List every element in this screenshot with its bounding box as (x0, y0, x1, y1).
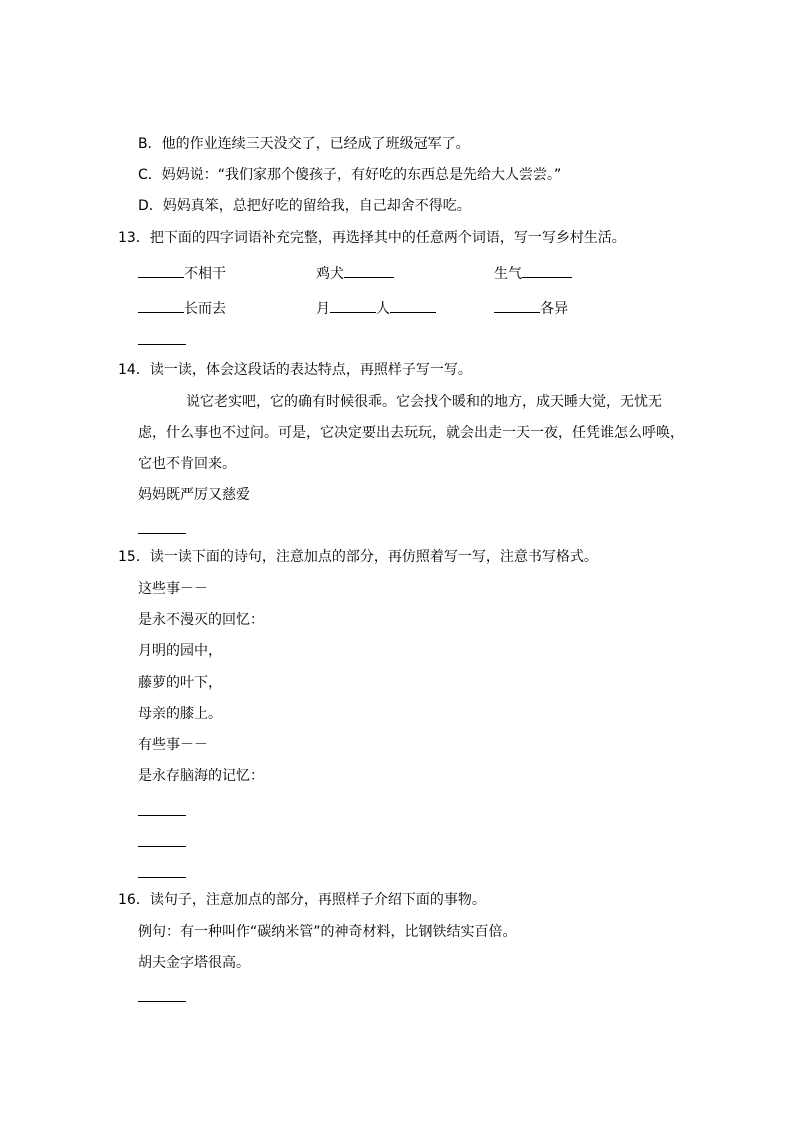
q14-passage-line-3: 它也不肯回来。 (138, 456, 236, 472)
q14-passage-line-2: 虑，什么事也不过问。可是，它决定要出去玩玩，就会出走一天一夜，任凭谁怎么呼唤， (138, 425, 684, 441)
poem-line: 这些事－－ (138, 581, 208, 597)
answer-blank[interactable] (390, 296, 436, 313)
poem-line: 是永存脑海的记忆： (138, 768, 264, 784)
answer-blank[interactable] (344, 261, 394, 278)
q15-answer-line-1[interactable] (138, 815, 186, 816)
q13-answer-line[interactable] (138, 344, 186, 345)
q14-passage-line-1: 说它老实吧，它的确有时候很乖。它会找个暖和的地方，成天睡大觉，无忧无 (186, 394, 662, 410)
q14-answer-line[interactable] (138, 533, 186, 534)
q16-prompt: 胡夫金字塔很高。 (138, 955, 250, 971)
q15-answer-line-3[interactable] (138, 877, 186, 878)
q13-idiom-1: 不相干 (138, 261, 226, 284)
q15-answer-line-2[interactable] (138, 846, 186, 847)
q16-stem: 16．读句子，注意加点的部分，再照样子介绍下面的事物。 (118, 892, 486, 908)
q12-option-c: C．妈妈说：“我们家那个傻孩子，有好吃的东西总是先给大人尝尝。” (138, 167, 562, 183)
q13-idiom-3: 生气 (494, 261, 572, 284)
answer-blank[interactable] (494, 296, 540, 313)
q12-option-d: D．妈妈真笨，总把好吃的留给我，自己却舍不得吃。 (138, 198, 471, 214)
q13-row-2 (0, 296, 794, 318)
poem-line: 月明的园中， (138, 643, 222, 659)
q13-idiom-6: 各异 (494, 296, 568, 319)
q13-row-1 (0, 261, 794, 283)
q13-idiom-2: 鸡犬 (316, 261, 394, 284)
poem-line: 有些事－－ (138, 737, 208, 753)
q13-idiom-4: 长而去 (138, 296, 226, 319)
answer-blank[interactable] (138, 296, 184, 313)
poem-line: 母亲的膝上。 (138, 706, 222, 722)
q13-stem: 13．把下面的四字词语补充完整，再选择其中的任意两个词语，写一写乡村生活。 (118, 230, 626, 246)
answer-blank[interactable] (330, 296, 376, 313)
q14-prompt: 妈妈既严厉又慈爱 (138, 487, 250, 503)
answer-blank[interactable] (522, 261, 572, 278)
q16-answer-line[interactable] (138, 1001, 186, 1002)
q16-example: 例句：有一种叫作“碳纳米管”的神奇材料，比钢铁结实百倍。 (138, 924, 517, 940)
q12-option-b: B．他的作业连续三天没交了，已经成了班级冠军了。 (138, 136, 470, 152)
q13-idiom-5: 月 人 (316, 296, 436, 319)
answer-blank[interactable] (138, 261, 184, 278)
poem-line: 藤萝的叶下， (138, 675, 222, 691)
q14-stem: 14．读一读，体会这段话的表达特点，再照样子写一写。 (118, 362, 472, 378)
poem-line: 是永不漫灭的回忆： (138, 612, 264, 628)
q15-stem: 15．读一读下面的诗句，注意加点的部分，再仿照着写一写，注意书写格式。 (118, 549, 598, 565)
